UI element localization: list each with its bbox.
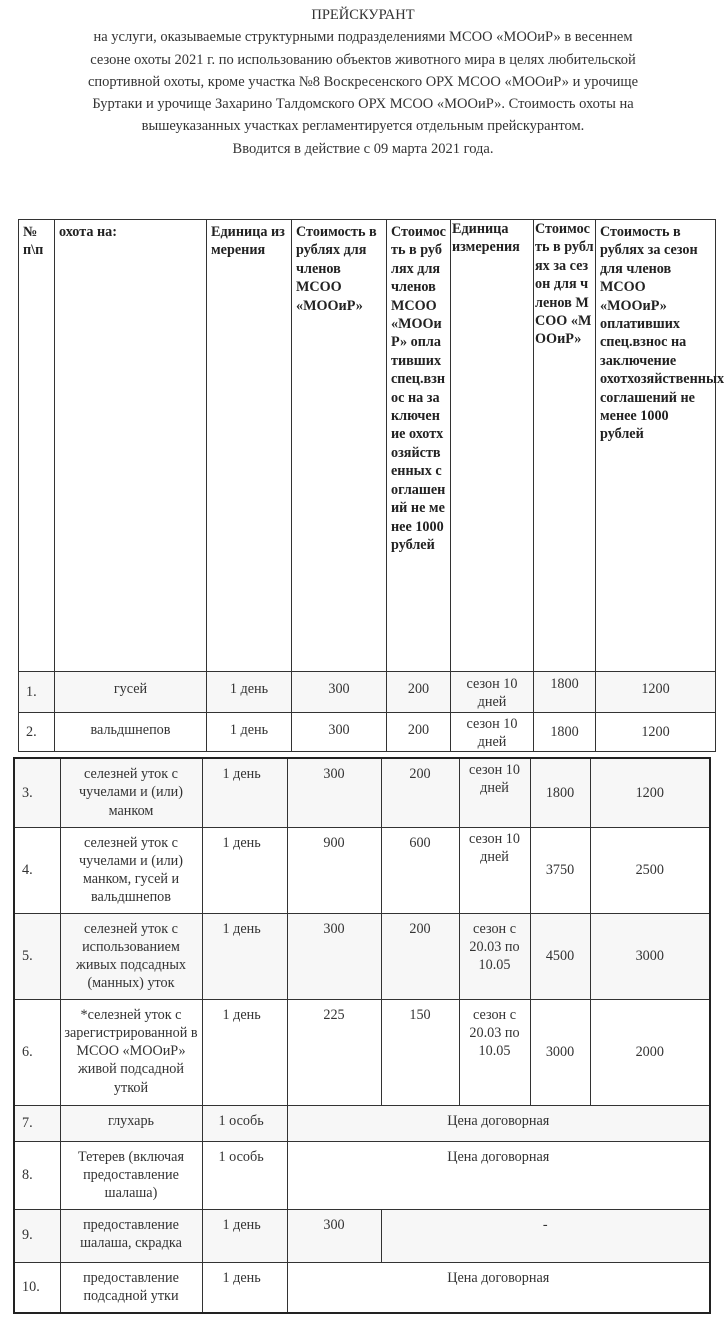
document-title: ПРЕЙСКУРАНТ [311, 7, 415, 23]
table-row [14, 1141, 710, 1209]
price: 300 [287, 758, 381, 827]
unit: 1 день [202, 913, 287, 999]
negotiable-price: Цена договорная [287, 1262, 710, 1313]
price-spec: 200 [381, 913, 459, 999]
season-price: 1800 [534, 672, 596, 713]
column-header: Стоимость в рублях для членов МСОО «МООиР» [292, 220, 387, 672]
unit: 1 день [202, 999, 287, 1105]
hunt-name: предоставление подсадной утки [60, 1262, 202, 1313]
effective-date: Вводится в действие с 09 марта 2021 года. [232, 140, 494, 157]
season-unit: сезон 10 дней [459, 827, 530, 913]
unit: 1 день [202, 758, 287, 827]
hunt-name: *селезней уток с зарегистрированной в МСОО «МООиР» живой подсадной уткой [60, 999, 202, 1105]
column-header: Стоимость в рублях за сезон для членов МСОО «МООиР» оплативших спец.взнос на заключение охотхозяйственных соглашений не менее 1000 рублей [596, 220, 716, 672]
unit: 1 день [207, 672, 292, 713]
price-spec: 150 [381, 999, 459, 1105]
season-price-spec: 2500 [590, 827, 710, 913]
column-header: № п\п [19, 220, 55, 672]
price-table-top [18, 219, 725, 752]
header-line: вышеуказанных участках регламентируется отдельным прейскурантом. [141, 118, 585, 135]
table-row [14, 827, 710, 913]
row-number: 1. [19, 672, 55, 713]
table-row [14, 1209, 710, 1262]
table-row [19, 672, 716, 713]
season-price: 3750 [530, 827, 590, 913]
row-number: 4. [14, 827, 60, 913]
season-unit: сезон 10 дней [459, 758, 530, 827]
price: 300 [292, 712, 387, 752]
negotiable-price: Цена договорная [287, 1141, 710, 1209]
column-header: охота на: [55, 220, 207, 672]
price: 300 [287, 913, 381, 999]
season-price-spec: 1200 [596, 712, 716, 752]
season-unit: сезон 10 дней [451, 672, 534, 713]
row-number: 8. [14, 1141, 60, 1209]
table-row [14, 1105, 710, 1141]
table-header-row [19, 220, 716, 672]
season-unit: сезон с 20.03 по 10.05 [459, 999, 530, 1105]
season-price-spec: 3000 [590, 913, 710, 999]
season-price-spec: 2000 [590, 999, 710, 1105]
season-unit: сезон 10 дней [451, 712, 534, 752]
header-line: на услуги, оказываемые структурными подразделениями МСОО «МООиР» в весеннем [93, 29, 633, 46]
table-row [14, 758, 710, 827]
unit: 1 особь [202, 1105, 287, 1141]
row-number: 3. [14, 758, 60, 827]
row-number: 9. [14, 1209, 60, 1262]
price: 300 [292, 672, 387, 713]
table-row [14, 1262, 710, 1313]
season-price: 1800 [530, 758, 590, 827]
document-header [0, 4, 726, 160]
row-number: 10. [14, 1262, 60, 1313]
column-header: Единица измерения [207, 220, 292, 672]
season-price: 3000 [530, 999, 590, 1105]
hunt-name: глухарь [60, 1105, 202, 1141]
hunt-name: селезней уток с чучелами и (или) манком [60, 758, 202, 827]
unit: 1 день [202, 827, 287, 913]
column-header: Стоимость в рублях для членов МСОО «МООиР» оплативших спец.взнос на заключение охотхозяйственных соглашений не менее 1000 рублей [387, 220, 451, 672]
unit: 1 день [202, 1262, 287, 1313]
hunt-name: Тетерев (включая предоставление шалаша) [60, 1141, 202, 1209]
row-number: 2. [19, 712, 55, 752]
price-spec: 200 [387, 672, 451, 713]
table-row [14, 913, 710, 999]
negotiable-price: Цена договорная [287, 1105, 710, 1141]
table-row [14, 999, 710, 1105]
unit: 1 день [207, 712, 292, 752]
row-number: 7. [14, 1105, 60, 1141]
table-row [19, 712, 716, 752]
hunt-name: предоставление шалаша, скрадка [60, 1209, 202, 1262]
season-unit: сезон с 20.03 по 10.05 [459, 913, 530, 999]
price: 900 [287, 827, 381, 913]
price-spec: 600 [381, 827, 459, 913]
season-price-spec: 1200 [590, 758, 710, 827]
price: 300 [287, 1209, 381, 1262]
unit: 1 особь [202, 1141, 287, 1209]
column-header: Стоимость в рублях за сезон для членов МСОО «МООиР» [534, 220, 596, 672]
header-line: спортивной охоты, кроме участка №8 Воскресенского ОРХ МСОО «МООиР» и урочище [87, 73, 639, 90]
not-applicable: - [381, 1209, 710, 1262]
season-price: 4500 [530, 913, 590, 999]
row-number: 5. [14, 913, 60, 999]
price-spec: 200 [387, 712, 451, 752]
row-number: 6. [14, 999, 60, 1105]
season-price-spec: 1200 [596, 672, 716, 713]
unit: 1 день [202, 1209, 287, 1262]
hunt-name: селезней уток с использованием живых подсадных (манных) уток [60, 913, 202, 999]
hunt-name: гусей [55, 672, 207, 713]
price-spec: 200 [381, 758, 459, 827]
season-price: 1800 [534, 712, 596, 752]
hunt-name: селезней уток с чучелами и (или) манком, гусей и вальдшнепов [60, 827, 202, 913]
price: 225 [287, 999, 381, 1105]
column-header: Единица измерения [451, 220, 534, 672]
header-line: Буртаки и урочище Захарино Талдомского ОРХ МСОО «МООиР». Стоимость охоты на [92, 96, 634, 113]
header-line: сезоне охоты 2021 г. по использованию объектов животного мира в целях любительской [90, 51, 636, 68]
hunt-name: вальдшнепов [55, 712, 207, 752]
price-table-bottom [13, 757, 711, 1314]
